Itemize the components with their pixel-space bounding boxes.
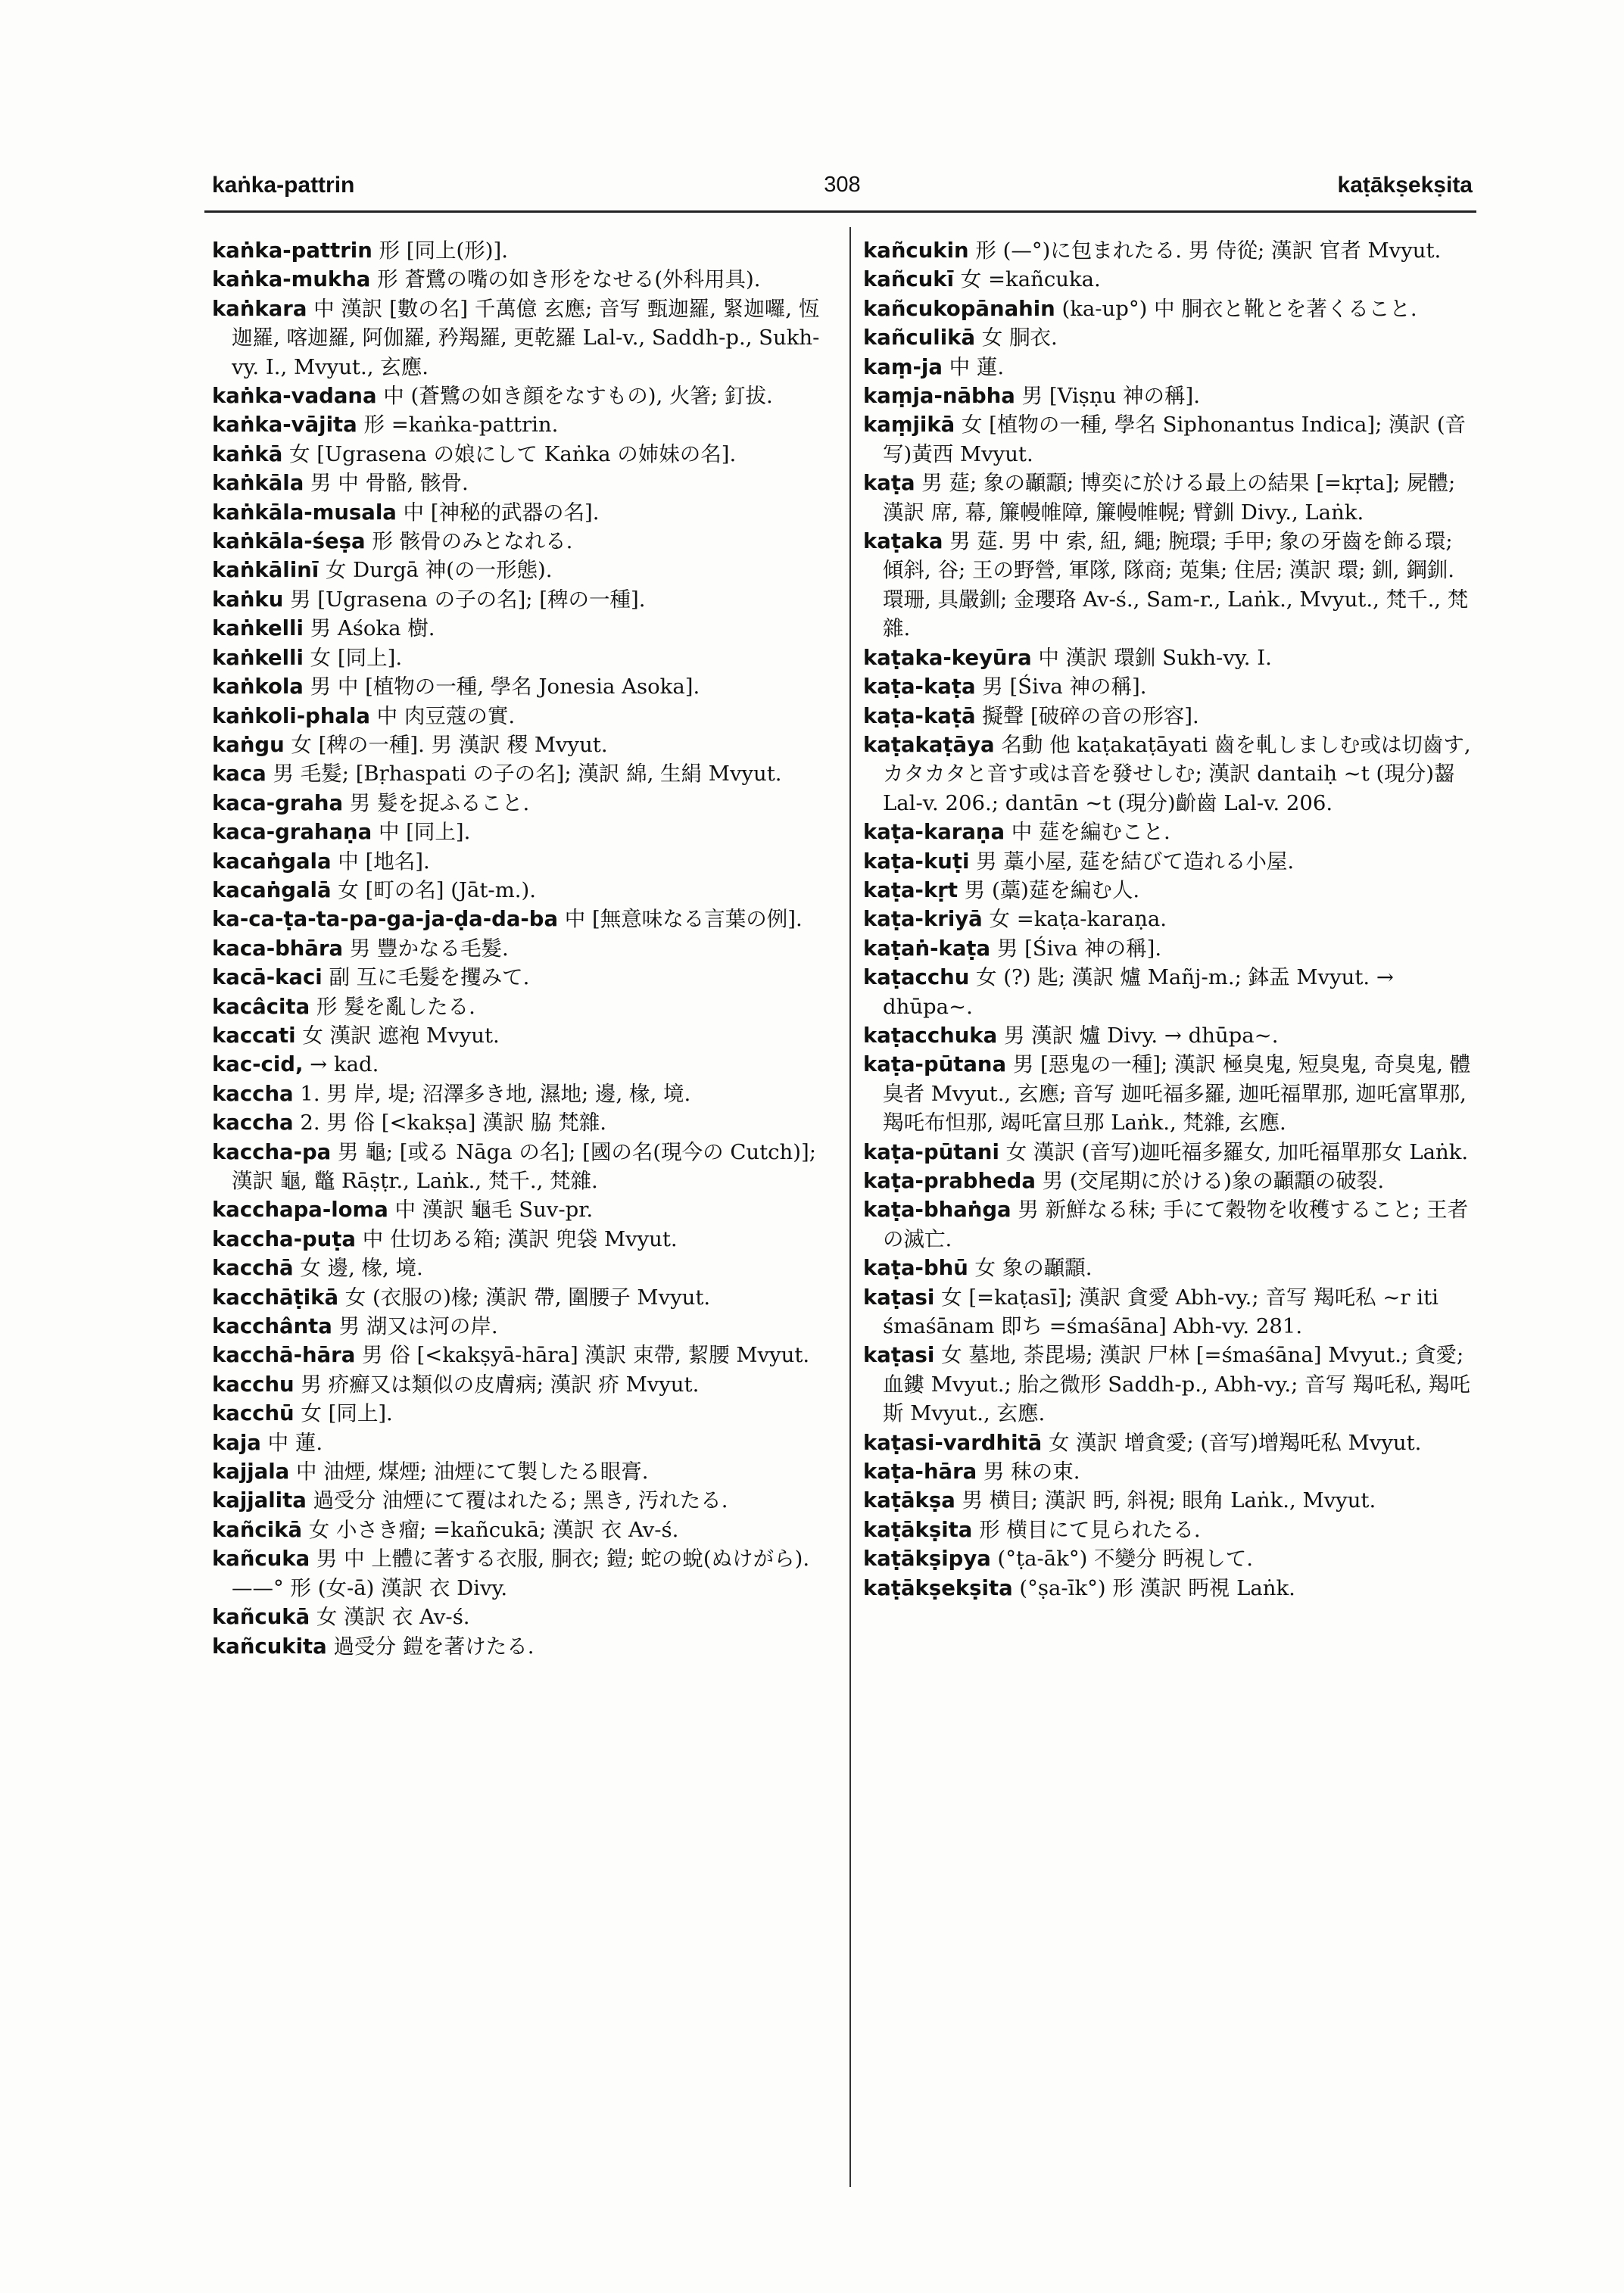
page-number: 308 [824, 173, 861, 197]
definition: 男 中 骨骼, 骸骨. [304, 471, 469, 496]
headword: kaṭākṣa [863, 1488, 955, 1513]
definition: 男 龜; [或る Nāga の名]; [國の名(現今の Cutch)]; 漢訳 龜, 鼈 Rāṣṭr., Laṅk., 梵千., 梵雜. [232, 1139, 816, 1193]
definition: 形 蒼鷺の嘴の如き形をなせる(外科用具). [370, 267, 761, 292]
dictionary-entry [212, 265, 821, 294]
definition: 女 小さき瘤; =kañcukā; 漢訳 衣 Av-ś. [302, 1517, 679, 1542]
dictionary-entry [212, 1138, 821, 1196]
dictionary-entry [863, 1195, 1473, 1254]
headword: kaṃjikā [863, 413, 955, 438]
definition: 女 [Ugrasena の娘にして Kaṅka の姉妹の名]. [282, 441, 737, 466]
headword: kañcikā [212, 1517, 302, 1542]
dictionary-entry [212, 731, 821, 759]
definition: 副 互に毛髮を攫みて. [322, 965, 530, 990]
dictionary-entry [212, 614, 821, 643]
dictionary-entry [863, 1254, 1473, 1282]
headword: kaṅka-mukha [212, 267, 371, 292]
definition: 男 (交尾期に於ける)象の顳顬の破裂. [1035, 1169, 1385, 1193]
dictionary-entry [212, 1544, 821, 1603]
dictionary-entry [863, 1516, 1473, 1544]
definition: 男 莚; 象の顳顬; 博奕に於ける最上の結果 [=kṛta]; 屍體; 漢訳 席, 幕, 簾幔帷障, 簾幔帷幌; 臂釧 Divy., Laṅk. [883, 471, 1456, 525]
left-running-head: kaṅka-pattrin [212, 173, 355, 198]
definition: 男 湖又は河の岸. [332, 1314, 498, 1339]
definition: 男 藁小屋, 莚を結びて造れる小屋. [969, 849, 1295, 874]
headword: kaccha [212, 1111, 294, 1136]
definition: 擬聲 [破碎の音の形容]. [975, 703, 1199, 728]
definition: 女 胴衣. [975, 326, 1058, 350]
definition: 女 漢訳 (音写)迦吒福多羅女, 加吒福單那女 Laṅk. [999, 1139, 1469, 1164]
headword: kaṅgu [212, 732, 285, 757]
headword: kañcukin [863, 238, 969, 263]
definition: 女 [同上]. [294, 1401, 393, 1426]
definition: 男 髮を捉ふること. [343, 790, 530, 815]
headword: kaṭa-kaṭā [863, 703, 976, 728]
dictionary-entry [212, 1457, 821, 1486]
definition: 男 漢訳 爐 Divy. → dhūpa~. [997, 1023, 1279, 1048]
dictionary-entry [863, 294, 1473, 323]
headword: kacchu [212, 1372, 295, 1397]
headword: kaca-grahaṇa [212, 820, 372, 845]
definition: 男 新鮮なる秣; 手にて穀物を收穫すること; 王者の滅亡. [883, 1198, 1469, 1251]
dictionary-entry [863, 643, 1473, 672]
headword: kacaṅgalā [212, 877, 332, 902]
headword: kaṭa-bhū [863, 1256, 968, 1281]
headword: kaṅkāla-śeṣa [212, 529, 366, 554]
dictionary-entry [863, 818, 1473, 846]
headword: kañcukī [863, 267, 955, 292]
headword: kaca [212, 762, 267, 787]
dictionary-entry [212, 1399, 821, 1428]
definition: 名動 他 kaṭakaṭāyati 齒を軋しましむ或は切齒す, カタカタと音す或は音を發せしむ; 漢訳 dantaiḥ ~t (現分)齧 Lal-v. 206.; dantān ~t (現分)齘齒 Lal-v. 206. [883, 732, 1471, 815]
running-header [212, 173, 1473, 203]
headword: kacaṅgala [212, 849, 332, 874]
definition: 中 漢訳 [數の名] 千萬億 玄應; 音写 甄迦羅, 緊迦囉, 恆迦羅, 喀迦羅, 阿伽羅, 矜羯羅, 更乾羅 Lal-v., Saddh-p., Sukh-vy. I., Mvyut., 玄應. [232, 296, 820, 379]
definition: 中 (蒼鷺の如き顔をなすもの), 火箸; 釘拔. [376, 384, 773, 409]
headword: kacchā-hāra [212, 1343, 356, 1368]
definition: 形 (—°)に包まれたる. 男 侍從; 漢訳 官者 Mvyut. [968, 238, 1442, 263]
dictionary-entry [212, 410, 821, 439]
headword: kaṭacchuka [863, 1023, 998, 1048]
dictionary-entry [212, 876, 821, 905]
dictionary-entry [863, 934, 1473, 963]
dictionary-entry [212, 1050, 821, 1079]
dictionary-entry [863, 382, 1473, 410]
dictionary-entry [212, 759, 821, 788]
definition: 男 [Ugrasena の子の名]; [稗の一種]. [283, 587, 646, 612]
headword: kaṃja-nābha [863, 384, 1015, 409]
headword: kaca-bhāra [212, 936, 344, 961]
dictionary-entry [863, 469, 1473, 527]
definition: 中 [神秘的武器の名]. [396, 500, 600, 525]
headword: kaca-graha [212, 790, 344, 815]
headword: kacā-kaci [212, 965, 323, 990]
definition: 男 莚. 男 中 索, 紐, 繩; 腕環; 手甲; 象の牙齒を飾る環; 傾斜, 谷; 王の野營, 軍隊, 隊商; 莵集; 住居; 漢訳 環; 釧, 鋼釧. 環珊, 具嚴釧; 金瓔珞 Av-ś., Sam-r., Laṅk., Mvyut., 梵千., 梵雜. [883, 529, 1469, 641]
dictionary-entry [863, 1428, 1473, 1457]
headword: kañcukita [212, 1634, 327, 1659]
definition: 男 (藁)莚を編む人. [957, 877, 1140, 902]
definition: 女 漢訳 遮袍 Mvyut. [295, 1023, 500, 1048]
dictionary-entry [212, 527, 821, 556]
definition: 男 Aśoka 樹. [303, 616, 435, 641]
headword: kaṭa-kṛt [863, 877, 958, 902]
definition: 中 漢訳 環釧 Sukh-vy. I. [1031, 645, 1272, 670]
definition: 男 疥癬又は類似の皮膚病; 漢訳 疥 Mvyut. [294, 1372, 700, 1397]
dictionary-entry [212, 905, 821, 933]
definition: 女 [植物の一種, 學名 Siphonantus Indica]; 漢訳 (音写)黃西 Mvyut. [883, 413, 1467, 466]
headword: kaṅka-vadana [212, 384, 377, 409]
definition: 男 毛髮; [Bṛhaspati の子の名]; 漢訳 綿, 生絹 Mvyut. [266, 762, 782, 787]
headword: kaṭaṅ-kaṭa [863, 936, 991, 961]
headword: kaṅka-vājita [212, 413, 357, 438]
definition: 女 [同上]. [303, 645, 403, 670]
definition: 中 莚を編むこと. [1005, 820, 1170, 845]
headword: kaṭa-kaṭa [863, 675, 976, 699]
headword: kaṭa [863, 471, 915, 496]
dictionary-entry [212, 1254, 821, 1282]
definition: 女 =kañcuka. [954, 267, 1101, 292]
definition: 中 蓮. [260, 1430, 323, 1455]
dictionary-entry [863, 1574, 1473, 1603]
definition: (°ṭa-āk°) 不變分 眄視して. [990, 1547, 1254, 1572]
dictionary-entry [212, 702, 821, 731]
headword: kañcukā [212, 1605, 310, 1630]
definition: 形 =kaṅka-pattrin. [357, 413, 559, 438]
definition: 中 [無意味なる言葉の例]. [558, 907, 803, 932]
dictionary-entry [863, 1138, 1473, 1167]
dictionary-entry [212, 1341, 821, 1369]
headword: kaṭa-karaṇa [863, 820, 1005, 845]
dictionary-entry [212, 847, 821, 876]
headword: kaṭakaṭāya [863, 732, 995, 757]
definition: 女 (?) 匙; 漢訳 爐 Mañj-m.; 鉢盂 Mvyut. → dhūpa~. [883, 965, 1394, 1019]
definition: 中 [同上]. [372, 820, 471, 845]
right-column [863, 236, 1473, 1603]
definition: 女 Durgā 神(の一形態). [319, 558, 553, 583]
headword: kaṭa-hāra [863, 1460, 977, 1485]
headword: kaṭa-kuṭi [863, 849, 970, 874]
dictionary-entry [212, 498, 821, 527]
headword: kacchā [212, 1256, 294, 1281]
dictionary-entry [212, 382, 821, 410]
dictionary-entry [212, 1195, 821, 1224]
dictionary-entry [212, 818, 821, 846]
dictionary-entry [863, 702, 1473, 731]
dictionary-entry [863, 1167, 1473, 1195]
definition: 男 [Viṣṇu 神の稱]. [1015, 384, 1200, 409]
definition: 女 =kaṭa-karaṇa. [982, 907, 1167, 932]
dictionary-entry [863, 1544, 1473, 1573]
dictionary-entry [212, 789, 821, 818]
dictionary-entry [212, 294, 821, 382]
headword: kacchāṭikā [212, 1285, 339, 1310]
headword: kaṅkāla-musala [212, 500, 397, 525]
definition: 女 (衣服の)椽; 漢訳 帶, 圍腰子 Mvyut. [338, 1285, 711, 1310]
definition: 男 横目; 漢訳 眄, 斜視; 眼角 Laṅk., Mvyut. [955, 1488, 1376, 1513]
definition: 中 蓮. [942, 354, 1005, 379]
dictionary-entry [863, 876, 1473, 905]
headword: kacchânta [212, 1314, 332, 1339]
headword: kaṅkelli [212, 616, 304, 641]
definition: 女 漢訳 衣 Av-ś. [310, 1605, 470, 1630]
dictionary-entry [212, 236, 821, 265]
dictionary-entry [212, 1370, 821, 1399]
definition: 男 豐かなる毛髮. [343, 936, 509, 961]
dictionary-entry [212, 1080, 821, 1108]
definition: 男 [Śiva 神の稱]. [975, 675, 1147, 699]
dictionary-entry [863, 731, 1473, 818]
definition: 女 [=kaṭasī]; 漢訳 貪愛 Abh-vy.; 音写 羯吒私 ~r iti śmaśānam 即ち =śmaśāna] Abh-vy. 281. [883, 1285, 1439, 1339]
headword: kajjala [212, 1460, 290, 1485]
headword: kaṭasi [863, 1343, 935, 1368]
headword: kaṅkara [212, 296, 307, 321]
headword: kañculikā [863, 326, 976, 350]
definition: 中 [地名]. [331, 849, 430, 874]
definition: (°ṣa-īk°) 形 漢訳 眄視 Laṅk. [1012, 1575, 1295, 1600]
dictionary-entry [863, 1457, 1473, 1486]
headword: kaṅkālinī [212, 558, 320, 583]
dictionary-entry [863, 1283, 1473, 1341]
definition: 女 墓地, 荼毘場; 漢訳 尸林 [=śmaśāna] Mvyut.; 貪愛; 血鏤 Mvyut.; 胎之微形 Saddh-p., Abh-vy.; 音写 羯吒私, 羯吒斯 Mvyut., 玄應. [883, 1343, 1470, 1426]
headword: kaṅkā [212, 441, 283, 466]
dictionary-entry [863, 1486, 1473, 1515]
definition: 形 [同上(形)]. [372, 238, 508, 263]
dictionary-entry [863, 1050, 1473, 1137]
definition: 男 俗 [<kakṣyā-hāra] 漢訳 束帶, 絜腰 Mvyut. [355, 1343, 810, 1368]
dictionary-entry [863, 963, 1473, 1021]
dictionary-entry [212, 934, 821, 963]
definition: 女 [稗の一種]. 男 漢訳 稷 Mvyut. [284, 732, 608, 757]
definition: 形 骸骨のみとなれる. [365, 529, 573, 554]
dictionary-entry [863, 410, 1473, 469]
headword: kaṅkelli [212, 645, 304, 670]
header-rule [204, 210, 1476, 213]
dictionary-entry [863, 847, 1473, 876]
definition: (ka-up°) 中 胴衣と靴とを著くること. [1055, 296, 1417, 321]
headword: kaṭa-kriyā [863, 907, 983, 932]
definition: 2. 男 俗 [<kakṣa] 漢訳 脇 梵雜. [293, 1111, 606, 1136]
dictionary-entry [212, 469, 821, 497]
definition: 形 横目にて見られたる. [972, 1517, 1201, 1542]
headword: ka-ca-ṭa-ta-pa-ga-ja-ḍa-da-ba [212, 907, 559, 932]
dictionary-entry [863, 672, 1473, 701]
left-column [212, 236, 821, 1661]
headword: kaṅkola [212, 675, 304, 699]
definition: 1. 男 岸, 堤; 沼澤多き地, 濕地; 邊, 椽, 境. [293, 1081, 691, 1106]
headword: kaṭa-bhaṅga [863, 1198, 1011, 1223]
dictionary-entry [863, 236, 1473, 265]
dictionary-entry [212, 1225, 821, 1254]
headword: kaṭasi-vardhitā [863, 1430, 1043, 1455]
headword: kaṭasi [863, 1285, 935, 1310]
definition: 中 仕切ある箱; 漢訳 兜袋 Mvyut. [355, 1226, 678, 1251]
dictionary-entry [212, 963, 821, 992]
dictionary-entry [212, 556, 821, 584]
headword: kaṅkoli-phala [212, 703, 370, 728]
definition: 女 邊, 椽, 境. [293, 1256, 423, 1281]
headword: kaccha-puṭa [212, 1226, 356, 1251]
headword: kaṅka-pattrin [212, 238, 372, 263]
dictionary-entry [212, 1486, 821, 1515]
headword: kajjalita [212, 1488, 307, 1513]
dictionary-entry [212, 585, 821, 614]
dictionary-entry [863, 323, 1473, 352]
headword: kac-cid, [212, 1052, 304, 1077]
dictionary-entry [863, 905, 1473, 933]
headword: kaṃ-ja [863, 354, 943, 379]
dictionary-entry [212, 1283, 821, 1312]
headword: kacchū [212, 1401, 295, 1426]
dictionary-entry [212, 440, 821, 469]
headword: kaccha [212, 1081, 294, 1106]
dictionary-entry [863, 527, 1473, 643]
headword: kaṭākṣita [863, 1517, 973, 1542]
dictionary-entry [863, 353, 1473, 382]
dictionary-entry [212, 672, 821, 701]
definition: 男 [惡鬼の一種]; 漢訳 極臭鬼, 短臭鬼, 奇臭鬼, 體臭者 Mvyut., 玄應; 音写 迦吒福多羅, 迦吒福單那, 迦吒富單那, 羯吒布怛那, 竭吒富旦那 Laṅk., 梵雜, 玄應. [883, 1052, 1471, 1136]
dictionary-entry [212, 1603, 821, 1631]
headword: kaja [212, 1430, 261, 1455]
definition: 男 中 [植物の一種, 學名 Jonesia Asoka]. [303, 675, 700, 699]
dictionary-entry [863, 1341, 1473, 1428]
dictionary-entry [212, 1108, 821, 1137]
definition: 形 髮を亂したる. [310, 994, 475, 1019]
headword: kacâcita [212, 994, 310, 1019]
headword: kaṭa-pūtani [863, 1139, 999, 1164]
definition: 中 漢訳 龜毛 Suv-pr. [388, 1198, 594, 1223]
headword: kaṭaka-keyūra [863, 645, 1032, 670]
dictionary-entry [863, 265, 1473, 294]
definition: 男 秣の束. [977, 1460, 1080, 1485]
headword: kaccha-pa [212, 1139, 332, 1164]
dictionary-entry [212, 1312, 821, 1341]
dictionary-entry [212, 1021, 821, 1050]
headword: kaṭacchu [863, 965, 970, 990]
headword: kaṭaka [863, 529, 943, 554]
headword: kaṅkāla [212, 471, 304, 496]
dictionary-entry [212, 1632, 821, 1661]
definition: 過受分 油煙にて覆はれたる; 黑き, 汚れたる. [306, 1488, 728, 1513]
definition: 男 中 上體に著する衣服, 胴衣; 鎧; 蛇の蛻(ぬけがら). ——° 形 (女-ā) 漢訳 衣 Divy. [232, 1547, 810, 1600]
headword: kañcuka [212, 1547, 310, 1572]
dictionary-entry [212, 992, 821, 1021]
right-running-head: kaṭākṣekṣita [1337, 173, 1473, 198]
definition: 中 肉豆蔻の實. [369, 703, 516, 728]
headword: kañcukopānahin [863, 296, 1055, 321]
definition: 中 油煙, 煤煙; 油煙にて製したる眼膏. [289, 1460, 649, 1485]
headword: kaṭa-prabheda [863, 1169, 1036, 1193]
dictionary-entry [863, 1021, 1473, 1050]
definition: 女 象の顳顬. [968, 1256, 1093, 1281]
dictionary-entry [212, 1428, 821, 1457]
headword: kacchapa-loma [212, 1198, 388, 1223]
column-divider [849, 227, 851, 2187]
definition: 過受分 鎧を著けたる. [326, 1634, 535, 1659]
dictionary-entry [212, 643, 821, 672]
headword: kaṅku [212, 587, 284, 612]
headword: kaccati [212, 1023, 296, 1048]
definition: 女 漢訳 增貪愛; (音写)增羯吒私 Mvyut. [1042, 1430, 1422, 1455]
definition: 女 [町の名] (Jāt-m.). [331, 877, 536, 902]
headword: kaṭākṣekṣita [863, 1575, 1013, 1600]
definition: 男 [Śiva 神の稱]. [990, 936, 1162, 961]
definition: → kad. [303, 1052, 379, 1077]
headword: kaṭa-pūtana [863, 1052, 1007, 1077]
headword: kaṭākṣipya [863, 1547, 991, 1572]
dictionary-entry [212, 1516, 821, 1544]
